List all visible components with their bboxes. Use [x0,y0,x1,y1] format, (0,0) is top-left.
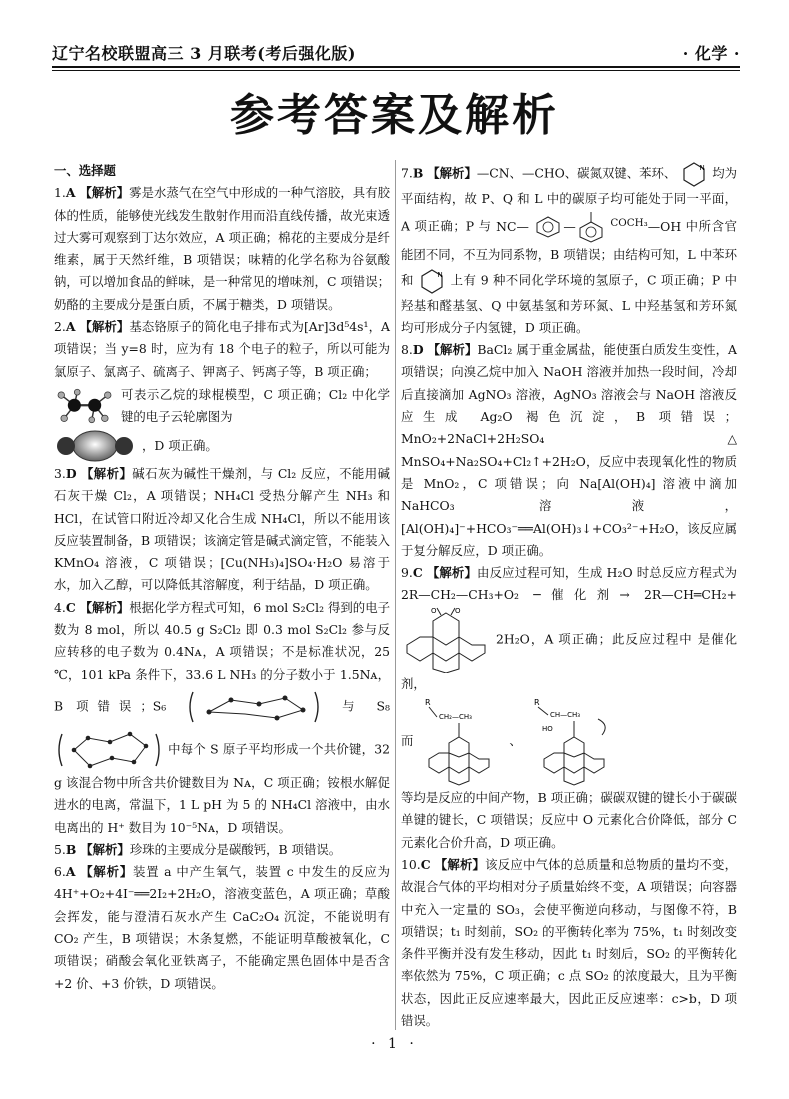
nc-biphenyl-structure: NC— — $^{COCH_3}$—OH [496,219,685,234]
intermediate-structure-2 [528,695,624,787]
answer-item-1: 1.A 【解析】雾是水蒸气在空气中形成的一种气溶胶，具有胶体的性质，能够使光线发生散射作用而沿直线传播，故光束透过大雾可观察到丁达尔效应，A 项正确；棉花的主要成分是纤维素，属于天然纤维，B 项错误；味精的化学名称为谷氨酸钠，可以增加食品的鲜味，是一种常见的增味剂，C 项错误；奶酪的主要成分是蛋白质，不属于糖类，D 项错误。 [54,185,391,312]
header-right: · 化学 · [682,44,740,63]
ethane-ball-stick-model [54,383,115,429]
answer-item-9: 9.C 【解析】由反应过程可知，生成 H₂O 时总反应方程式为 2R—CH₂—CH₃+O₂ ─催化剂→ 2R—CH═CH₂+ O O 2H₂O，A 项正确；此反应过程中 是催化剂， 而 R CH₂—CH₃ 、 R CH—CH₃ HO 等均是反应的中间产物，B 项正确；碳碳双键的键长小于碳碳单键的键长，C 项错误；反应中 O 元素化合价降低，部分 C 元素化合价升高，D 项正确。 [401,565,737,850]
section-heading: 一、选择题 [54,163,116,178]
svg-text:CH—CH₃: CH—CH₃ [549,711,580,720]
page-header [52,40,740,64]
answer-item-2: 2.A 【解析】基态铬原子的简化电子排布式为[Ar]3d⁵4s¹，A 项错误；当 y=8 时，应为有 18 个电子的粒子，所以可能为氯原子、氯离子、硫离子、钾离子、钙离子等，B 项正确； 可表示乙烷的球棍模型，C 项正确；Cl₂ 中化学键的电子云轮廓图为 ，D 项正确。 [54,316,390,463]
svg-text:HO: HO [541,725,553,734]
svg-text:R: R [425,698,431,708]
svg-text:O: O [431,606,437,615]
answer-item-5: 5.B 【解析】珍珠的主要成分是碳酸钙，B 项错误。 [54,841,342,857]
answer-item-3: 3.D 【解析】碱石灰为碱性干燥剂，与 Cl₂ 反应，不能用碱石灰干燥 Cl₂，A 项错误；NH₄Cl 受热分解产生 NH₃ 和 HCl，在试管口附近冷却又化合生成 NH₄Cl，所以不能用该反应装置制备，B 项错误；该滴定管是碱式滴定管，不能装入 KMnO₄ 溶液，C 项错误；[Cu(NH₃)₄]SO₄·H₂O 易溶于水，加入乙醇，可以降低其溶解度，利于结晶，D 项正确。 [54,465,390,593]
pyridine-ring-2 [418,267,446,295]
svg-text:R: R [533,698,540,708]
left-column [54,160,390,995]
intermediate-structure-1 [419,695,503,787]
svg-text:N: N [437,270,443,279]
answer-item-7: 7.B 【解析】—CN、—CHO、碳氮双键、苯环、 N 均为平面结构，故 P、Q 和 L 中的碳原子均可能处于同一平面，A 项正确；P 与 NC— — $^{COCH_3}$—OH 中所含官能团不同，不互为同系物，B 项错误；由结构可知，L 中苯环和 N 上有 9 种不同化学环境的氢原子，C 项正确；P 中羟基和醛基氢、Q 中氨基氢和芳环氮、L 中羟基氢和芳环氮均可形成分子内氢键，D 项正确。 [401,160,737,339]
header-rule [52,66,740,68]
cl2-electron-cloud-model [54,429,136,463]
page-title: 参考答案及解析 [230,90,559,141]
svg-text:CH₂—CH₃: CH₂—CH₃ [439,713,473,722]
s6-ring-structure [179,686,329,728]
answer-item-8: 8.D 【解析】BaCl₂ 属于重金属盐，能使蛋白质发生变性，A 项错误；向溴乙烷中加入 NaOH 溶液并加热一段时间，冷却后直接滴加 AgNO₃ 溶液，AgNO₃ 溶液会与 NaOH 溶液反应生成 Ag₂O 褐色沉淀，B 项错误；MnO₂+2NaCl+2H₂SO₄ △ MnSO₄+Na₂SO₄+Cl₂↑+2H₂O，反应中表现氧化性的物质是 MnO₂，C 项错误；向 Na[Al(OH)₄] 溶液中滴加 NaHCO₃ 溶液，[Al(OH)₄]⁻+HCO₃⁻══Al(OH)₃↓+CO₃²⁻+H₂O，该反应属于复分解反应，D 项正确。 [401,342,738,558]
page-number: · 1 · [371,1036,418,1052]
header-left: 辽宁名校联盟高三 3 月联考(考后强化版) [52,44,356,63]
answer-item-4: 4.C 【解析】根据化学方程式可知，6 mol S₂Cl₂ 得到的电子数为 8 mol，所以 40.5 g S₂Cl₂ 即 0.3 mol S₂Cl₂ 参与反应转移的电子数为 0.4Nᴀ，A 项错误；不是标准状况，25 ℃，101 kPa 条件下，33.6 L NH₃ 的分子数小于 1.5Nᴀ，B 项错误；S₆ 与 S₈ 中每个 S 原子平均形成一个共价键，32 g 该混合物中所含共价键数目为 Nᴀ，C 项正确；铵根水解促进水的电离，常温下，1 L pH 为 5 的 NH₄Cl 溶液中，由水电离出的 H⁺ 数目为 10⁻⁵Nᴀ，D 项错误。 [54,599,390,835]
answer-item-6: 6.A 【解析】装置 a 中产生氧气，装置 c 中发生的反应为 4H⁺+O₂+4I⁻══2I₂+2H₂O，溶液变蓝色，A 项正确；草酸会挥发，能与澄清石灰水产生 CaC₂O₄ 沉淀，不能说明有 CO₂ 产生，B 项错误；木条复燃，不能证明草酸被氧化，C 项错误；硝酸会氧化亚铁离子，不能确定黑色固体中是否含+2 价、+3 价铁，D 项错误。 [54,864,390,991]
s8-ring-structure [54,728,164,772]
svg-text:N: N [699,164,706,172]
svg-text:O: O [455,606,461,615]
column-divider [395,160,396,1030]
answer-item-10: 10.C 【解析】该反应中气体的总质量和总物质的量均不变，故混合气体的平均相对分子质量始终不变，A 项错误；向容器中充入一定量的 SO₃，会使平衡逆向移动，与图像不符，B 项错误；t₁ 时刻前，SO₂ 的平衡转化率为 75%，t₁ 时刻改变条件平衡并没有发生移动，因此 t₁ 时刻后，SO₂ 的平衡转化率依然为 75%，C 项正确；c 点 SO₂ 的浓度最大，且为平衡状态，因此正反应速率最大，因此正反应速率：c>b，D 项错误。 [401,856,738,1029]
pyridine-ring [680,160,708,188]
right-column [401,160,737,1032]
header-rule-thin [52,70,740,71]
anthraquinone-catalyst-structure [401,607,491,673]
